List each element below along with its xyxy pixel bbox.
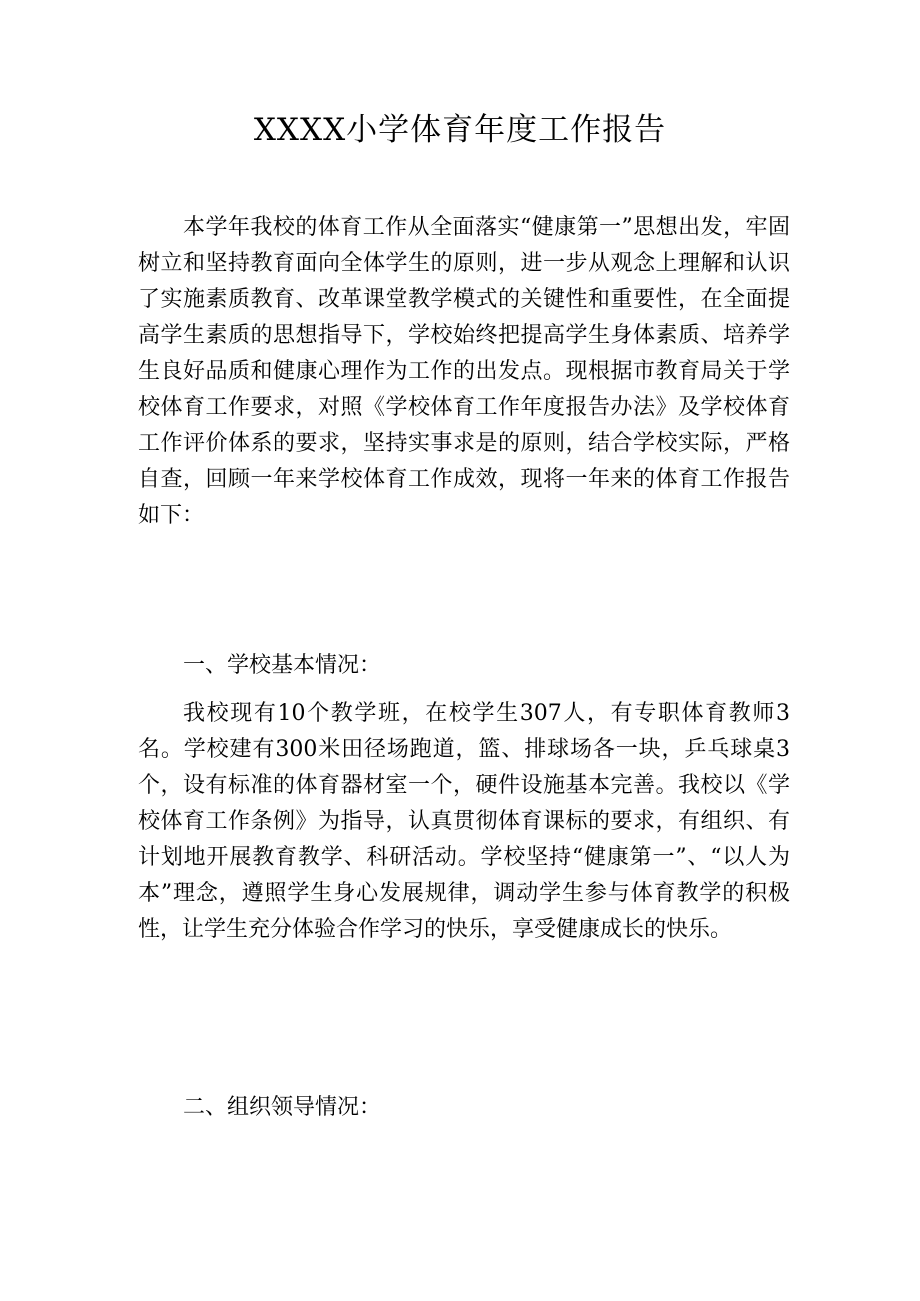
intro-paragraph: 本学年我校的体育工作从全面落实“健康第一”思想出发，牢固树立和坚持教育面向全体学生的原则，进一步从观念上理解和认识了实施素质教育、改革课堂教学模式的关键性和重要性，在全面提高学生素质的思想指导下，学校始终把提高学生身体素质、培养学生良好品质和健康心理作为工作的出发点。现根据市教育局关于学校体育工作要求，对照《学校体育工作年度报告办法》及学校体育工作评价体系的要求，坚持实事求是的原则，结合学校实际，严格自查，回顾一年来学校体育工作成效，现将一年来的体育工作报告如下： bbox=[138, 215, 790, 528]
basic-info-paragraph: 我校现有10个教学班，在校学生307人，有专职体育教师3名。学校建有300米田径场跑道，篮、排球场各一块，乒乓球桌3个，设有标准的体育器材室一个，硬件设施基本完善。我校以《学校体育工作条例》为指导，认真贯彻体育课标的要求，有组织、有计划地开展教育教学、科研活动。学校坚持“健康第一”、“以人为本”理念，遵照学生身心发展规律，调动学生参与体育教学的积极性，让学生充分体验合作学习的快乐，享受健康成长的快乐。 bbox=[138, 701, 790, 942]
section-heading-leadership: 二、组织领导情况： bbox=[183, 1095, 382, 1120]
section-heading-basic-info: 一、学校基本情况： bbox=[183, 653, 382, 678]
document-title: XXXX小学体育年度工作报告 bbox=[253, 112, 667, 148]
